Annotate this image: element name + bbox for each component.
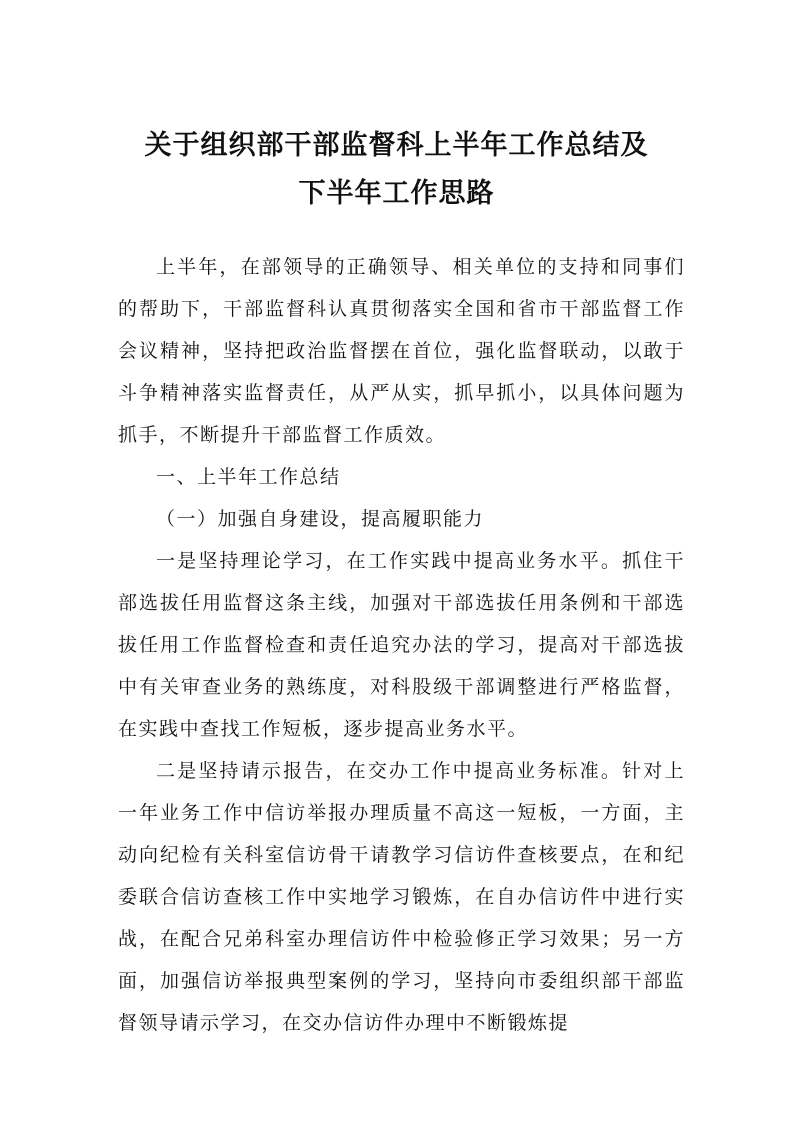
- document-title-line-1: 关于组织部干部监督科上半年工作总结及: [144, 130, 649, 161]
- document-title-line-2: 下半年工作思路: [298, 178, 495, 209]
- intro-paragraph: 上半年，在部领导的正确领导、相关单位的支持和同事们的帮助下，干部监督科认真贯彻落实全国和省市干部监督工作会议精神，坚持把政治监督摆在首位，强化监督联动，以敢于斗争精神落实监督责任，从严从实，抓早抓小，以具体问题为抓手，不断提升干部监督工作质效。: [118, 256, 685, 446]
- body-paragraph-1: 一是坚持理论学习，在工作实践中提高业务水平。抓住干部选拔任用监督这条主线，加强对干部选拔任用条例和干部选拔任用工作监督检查和责任追究办法的学习，提高对干部选拔中有关审查业务的熟练度，对科股级干部调整进行严格监督，在实践中查找工作短板，逐步提高业务水平。: [118, 550, 685, 740]
- body-paragraph-2: 二是坚持请示报告，在交办工作中提高业务标准。针对上一年业务工作中信访举报办理质量不高这一短板，一方面，主动向纪检有关科室信访骨干请教学习信访件查核要点，在和纪委联合信访查核工作中实地学习锻炼，在自办信访件中进行实战，在配合兄弟科室办理信访件中检验修正学习效果；另一方面，加强信访举报典型案例的学习，坚持向市委组织部干部监督领导请示学习，在交办信访件办理中不断锻炼提: [118, 760, 685, 1034]
- document-body: [118, 246, 685, 1044]
- subsection-heading: （一）加强自身建设，提高履职能力: [156, 508, 485, 530]
- section-heading: 一、上半年工作总结: [156, 466, 341, 488]
